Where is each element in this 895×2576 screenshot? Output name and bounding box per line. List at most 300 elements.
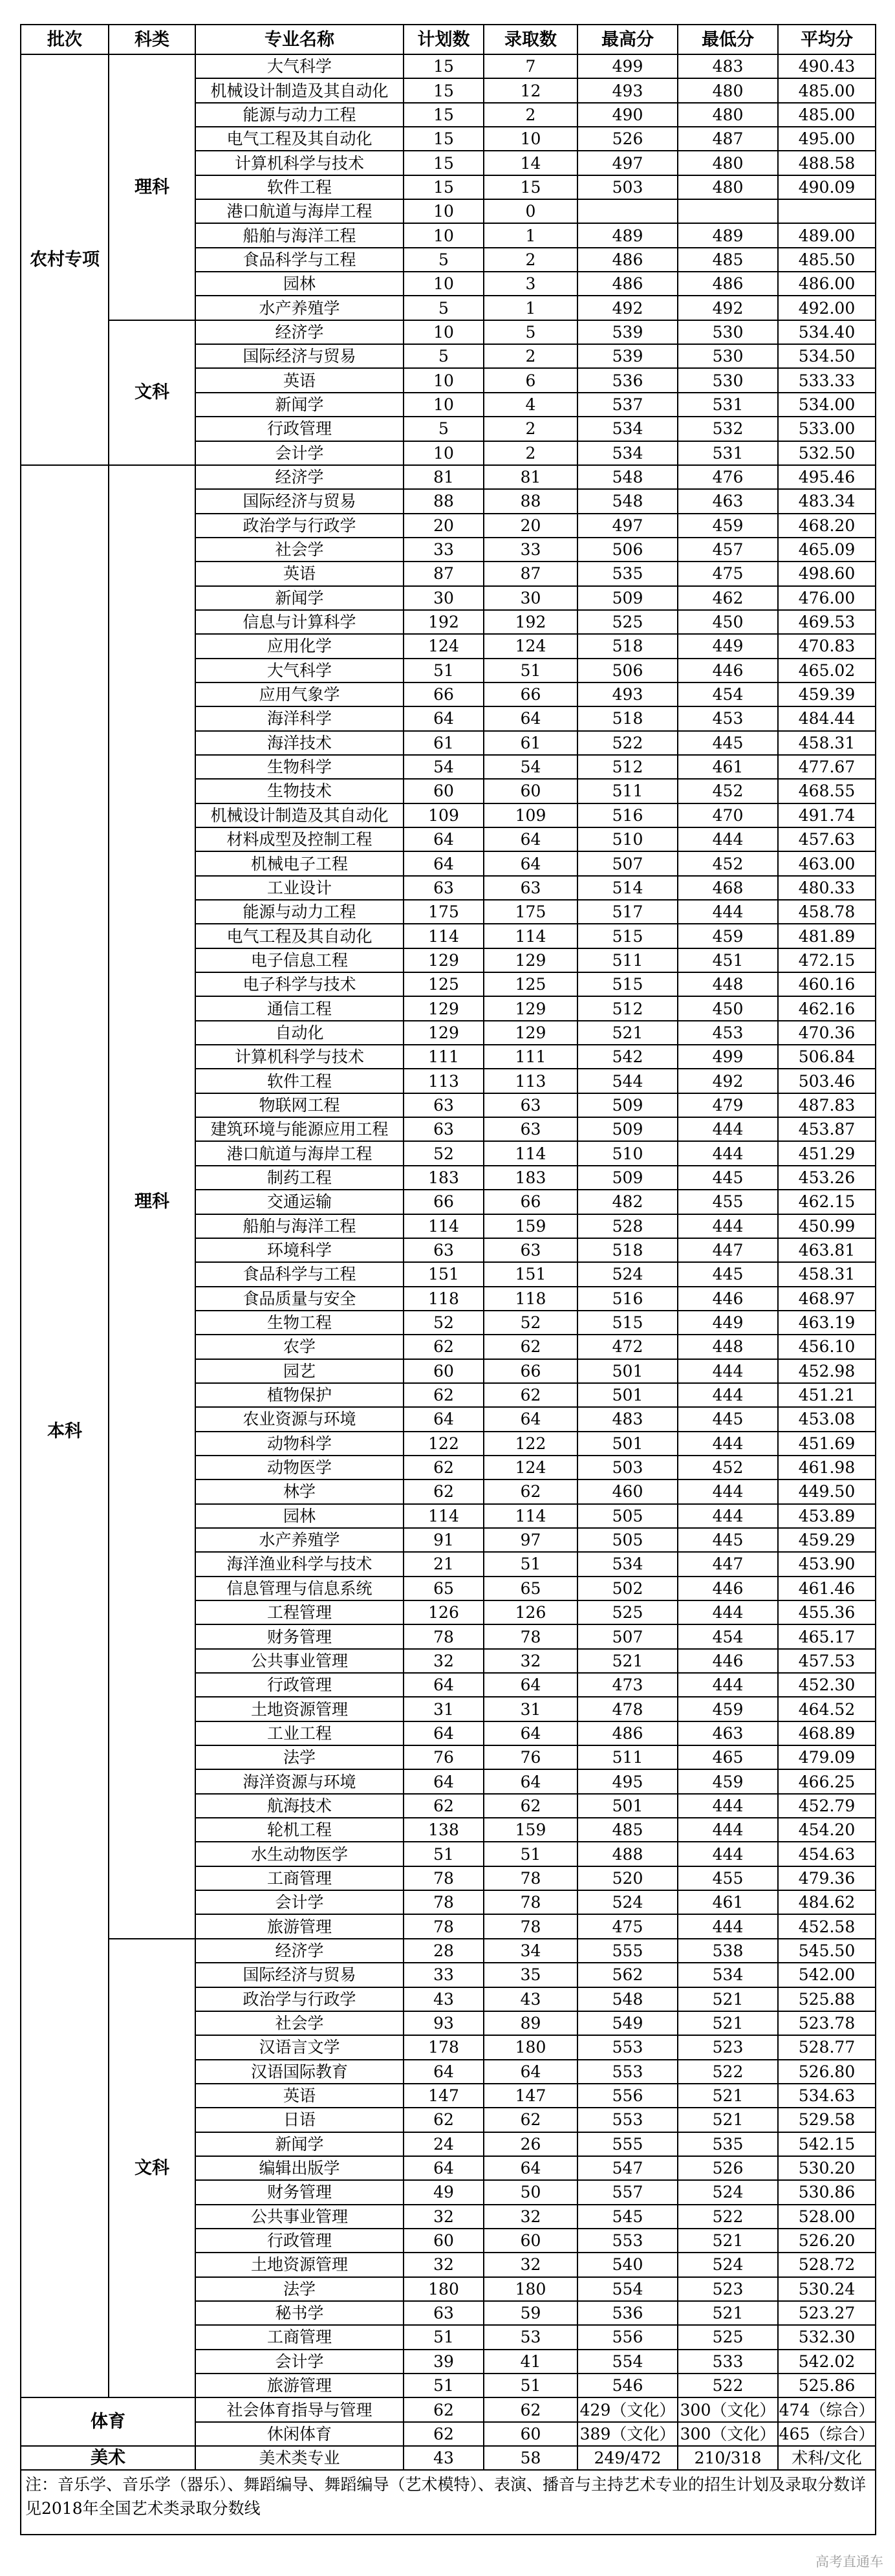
major-cell: 食品科学与工程: [195, 1262, 404, 1286]
min-score-cell: 521: [678, 2084, 778, 2108]
min-score-cell: 475: [678, 562, 778, 585]
min-score-cell: [678, 199, 778, 223]
plan-cell: 49: [404, 2180, 484, 2204]
plan-cell: 109: [404, 803, 484, 827]
category-cell: 文科: [109, 1939, 195, 2398]
min-score-cell: 476: [678, 465, 778, 489]
plan-cell: 33: [404, 1963, 484, 1987]
min-score-cell: 531: [678, 441, 778, 465]
min-score-cell: 485: [678, 248, 778, 272]
max-score-cell: 490: [577, 103, 678, 127]
avg-score-cell: 525.86: [778, 2374, 876, 2397]
plan-cell: 51: [404, 1842, 484, 1866]
plan-cell: 10: [404, 272, 484, 296]
min-score-cell: 459: [678, 1769, 778, 1793]
min-score-cell: 521: [678, 2229, 778, 2253]
avg-score-cell: 490.43: [778, 54, 876, 78]
avg-score-cell: 481.89: [778, 924, 876, 948]
min-score-cell: 444: [678, 1600, 778, 1624]
min-score-cell: 462: [678, 586, 778, 610]
avg-score-cell: 489.00: [778, 223, 876, 247]
plan-cell: 183: [404, 1166, 484, 1190]
avg-score-cell: 526.80: [778, 2060, 876, 2084]
avg-score-cell: 465.02: [778, 659, 876, 682]
min-score-cell: 444: [678, 1914, 778, 1938]
major-cell: 水生动物医学: [195, 1842, 404, 1866]
major-cell: 交通运输: [195, 1190, 404, 1214]
plan-cell: 30: [404, 586, 484, 610]
major-cell: 行政管理: [195, 417, 404, 441]
major-cell: 汉语国际教育: [195, 2060, 404, 2084]
avg-score-cell: 474（综合）: [778, 2397, 876, 2421]
admitted-cell: 113: [484, 1069, 577, 1093]
plan-cell: 113: [404, 1069, 484, 1093]
min-score-cell: 459: [678, 924, 778, 948]
min-score-cell: 521: [678, 2301, 778, 2325]
admitted-cell: 114: [484, 1504, 577, 1528]
avg-score-cell: 术科/文化: [778, 2446, 876, 2470]
avg-score-cell: 462.15: [778, 1190, 876, 1214]
max-score-cell: 509: [577, 586, 678, 610]
major-cell: 大气科学: [195, 659, 404, 682]
plan-cell: 78: [404, 1890, 484, 1914]
note-row: [21, 2470, 876, 2535]
min-score-cell: 526: [678, 2156, 778, 2180]
plan-cell: 10: [404, 393, 484, 417]
max-score-cell: 501: [577, 1794, 678, 1818]
admission-score-table: [20, 24, 876, 2535]
max-score-cell: 475: [577, 1914, 678, 1938]
avg-score-cell: 468.89: [778, 1721, 876, 1745]
avg-score-cell: 466.25: [778, 1769, 876, 1793]
plan-cell: 61: [404, 731, 484, 755]
max-score-cell: 524: [577, 1890, 678, 1914]
admitted-cell: 10: [484, 127, 577, 151]
admitted-cell: 61: [484, 731, 577, 755]
min-score-cell: 444: [678, 1504, 778, 1528]
avg-score-cell: 532.30: [778, 2325, 876, 2349]
plan-cell: 10: [404, 441, 484, 465]
plan-cell: 63: [404, 1117, 484, 1141]
admitted-cell: 64: [484, 706, 577, 730]
major-cell: 工业设计: [195, 876, 404, 900]
plan-cell: 32: [404, 2205, 484, 2229]
min-score-cell: 480: [678, 78, 778, 102]
major-cell: 材料成型及控制工程: [195, 827, 404, 851]
max-score-cell: 539: [577, 344, 678, 368]
major-cell: 会计学: [195, 1890, 404, 1914]
avg-score-cell: 506.84: [778, 1045, 876, 1069]
min-score-cell: 530: [678, 344, 778, 368]
min-score-cell: 455: [678, 1866, 778, 1890]
major-cell: 轮机工程: [195, 1818, 404, 1842]
avg-score-cell: 533.00: [778, 417, 876, 441]
plan-cell: 15: [404, 78, 484, 102]
major-cell: 电气工程及其自动化: [195, 127, 404, 151]
max-score-cell: 509: [577, 1093, 678, 1117]
major-cell: 行政管理: [195, 1673, 404, 1697]
major-cell: 信息管理与信息系统: [195, 1577, 404, 1600]
admitted-cell: 122: [484, 1432, 577, 1456]
max-score-cell: 478: [577, 1697, 678, 1721]
plan-cell: 64: [404, 827, 484, 851]
admitted-cell: 62: [484, 2108, 577, 2132]
admitted-cell: 147: [484, 2084, 577, 2108]
max-score-cell: 501: [577, 1359, 678, 1383]
footnote: 注：音乐学、音乐学（器乐）、舞蹈编导、舞蹈编导（艺术模特）、表演、播音与主持艺术专业的招生计划及录取分数详见2018年全国艺术类录取分数线: [21, 2470, 876, 2535]
max-score-cell: 534: [577, 417, 678, 441]
table-row: [21, 320, 876, 344]
major-cell: 园林: [195, 1504, 404, 1528]
min-score-cell: 457: [678, 538, 778, 562]
table-row: [21, 465, 876, 489]
plan-cell: 129: [404, 1021, 484, 1045]
avg-score-cell: 525.88: [778, 1987, 876, 2011]
plan-cell: 15: [404, 151, 484, 175]
plan-cell: 64: [404, 1769, 484, 1793]
max-score-cell: 515: [577, 972, 678, 996]
admitted-cell: 60: [484, 2229, 577, 2253]
max-score-cell: 512: [577, 755, 678, 779]
plan-cell: 62: [404, 1794, 484, 1818]
avg-score-cell: 470.36: [778, 1021, 876, 1045]
plan-cell: 62: [404, 2422, 484, 2446]
plan-cell: 20: [404, 514, 484, 538]
admitted-cell: 64: [484, 2156, 577, 2180]
min-score-cell: 524: [678, 2253, 778, 2276]
max-score-cell: 501: [577, 1383, 678, 1407]
min-score-cell: 486: [678, 272, 778, 296]
plan-cell: 178: [404, 2035, 484, 2059]
avg-score-cell: 453.26: [778, 1166, 876, 1190]
max-score-cell: 497: [577, 151, 678, 175]
admitted-cell: 51: [484, 1552, 577, 1576]
major-cell: 会计学: [195, 441, 404, 465]
plan-cell: 114: [404, 924, 484, 948]
min-score-cell: 521: [678, 1987, 778, 2011]
major-cell: 编辑出版学: [195, 2156, 404, 2180]
max-score-cell: 548: [577, 465, 678, 489]
max-score-cell: 518: [577, 634, 678, 658]
max-score-cell: 555: [577, 1939, 678, 1963]
major-cell: 生物技术: [195, 779, 404, 803]
min-score-cell: 480: [678, 175, 778, 199]
max-score-cell: 512: [577, 996, 678, 1020]
min-score-cell: 521: [678, 2108, 778, 2132]
admitted-cell: 51: [484, 1842, 577, 1866]
plan-cell: 64: [404, 706, 484, 730]
min-score-cell: 449: [678, 634, 778, 658]
max-score-cell: 511: [577, 948, 678, 972]
max-score-cell: 548: [577, 489, 678, 513]
max-score-cell: 483: [577, 1407, 678, 1431]
header-major: 专业名称: [195, 25, 404, 54]
major-cell: 经济学: [195, 465, 404, 489]
max-score-cell: 511: [577, 1745, 678, 1769]
avg-score-cell: 462.16: [778, 996, 876, 1020]
min-score-cell: 445: [678, 1166, 778, 1190]
max-score-cell: 489: [577, 223, 678, 247]
admitted-cell: 180: [484, 2277, 577, 2301]
max-score-cell: 537: [577, 393, 678, 417]
table-row: [21, 1939, 876, 1963]
avg-score-cell: 468.55: [778, 779, 876, 803]
plan-cell: 52: [404, 1311, 484, 1335]
plan-cell: 114: [404, 1504, 484, 1528]
avg-score-cell: 453.08: [778, 1407, 876, 1431]
max-score-cell: 502: [577, 1577, 678, 1600]
header-admitted: 录取数: [484, 25, 577, 54]
plan-cell: 15: [404, 175, 484, 199]
plan-cell: 129: [404, 948, 484, 972]
min-score-cell: 534: [678, 1963, 778, 1987]
plan-cell: 5: [404, 296, 484, 320]
min-score-cell: 492: [678, 296, 778, 320]
batch-cell: 农村专项: [21, 54, 109, 465]
major-cell: 农业资源与环境: [195, 1407, 404, 1431]
avg-score-cell: 533.33: [778, 368, 876, 392]
min-score-cell: 444: [678, 1842, 778, 1866]
major-cell: 电子科学与技术: [195, 972, 404, 996]
plan-cell: 88: [404, 489, 484, 513]
max-score-cell: 486: [577, 272, 678, 296]
admitted-cell: 2: [484, 103, 577, 127]
avg-score-cell: 542.15: [778, 2132, 876, 2156]
major-cell: 公共事业管理: [195, 1649, 404, 1673]
admitted-cell: 129: [484, 1021, 577, 1045]
major-cell: 电子信息工程: [195, 948, 404, 972]
min-score-cell: 444: [678, 1214, 778, 1238]
max-score-cell: 545: [577, 2205, 678, 2229]
avg-score-cell: 456.10: [778, 1335, 876, 1359]
admitted-cell: 52: [484, 1311, 577, 1335]
max-score-cell: 249/472: [577, 2446, 678, 2470]
admitted-cell: 159: [484, 1214, 577, 1238]
min-score-cell: 446: [678, 1287, 778, 1311]
avg-score-cell: 465.09: [778, 538, 876, 562]
max-score-cell: 473: [577, 1673, 678, 1697]
max-score-cell: 506: [577, 538, 678, 562]
major-cell: 物联网工程: [195, 1093, 404, 1117]
major-cell: 港口航道与海岸工程: [195, 1141, 404, 1165]
max-score-cell: 499: [577, 54, 678, 78]
admitted-cell: 129: [484, 948, 577, 972]
major-cell: 日语: [195, 2108, 404, 2132]
plan-cell: 15: [404, 127, 484, 151]
min-score-cell: 450: [678, 610, 778, 634]
plan-cell: 15: [404, 103, 484, 127]
admitted-cell: 51: [484, 2374, 577, 2397]
min-score-cell: 445: [678, 1407, 778, 1431]
major-cell: 秘书学: [195, 2301, 404, 2325]
min-score-cell: 525: [678, 2325, 778, 2349]
avg-score-cell: 479.09: [778, 1745, 876, 1769]
major-cell: 园林: [195, 272, 404, 296]
avg-score-cell: 495.00: [778, 127, 876, 151]
max-score-cell: 510: [577, 1141, 678, 1165]
admitted-cell: 41: [484, 2350, 577, 2374]
avg-score-cell: 485.00: [778, 78, 876, 102]
major-cell: 电气工程及其自动化: [195, 924, 404, 948]
max-score-cell: 524: [577, 1262, 678, 1286]
batch-cell: 体育: [21, 2397, 195, 2446]
avg-score-cell: 469.53: [778, 610, 876, 634]
max-score-cell: 518: [577, 1238, 678, 1262]
avg-score-cell: 530.20: [778, 2156, 876, 2180]
plan-cell: 32: [404, 2253, 484, 2276]
plan-cell: 52: [404, 1141, 484, 1165]
admission-score-sheet: [20, 24, 875, 2535]
plan-cell: 78: [404, 1866, 484, 1890]
avg-score-cell: 463.19: [778, 1311, 876, 1335]
plan-cell: 91: [404, 1528, 484, 1552]
min-score-cell: 444: [678, 1383, 778, 1407]
major-cell: 食品科学与工程: [195, 248, 404, 272]
admitted-cell: 2: [484, 441, 577, 465]
admitted-cell: 43: [484, 1987, 577, 2011]
plan-cell: 5: [404, 344, 484, 368]
min-score-cell: 523: [678, 2035, 778, 2059]
admitted-cell: 62: [484, 2397, 577, 2421]
admitted-cell: 66: [484, 1190, 577, 1214]
major-cell: 海洋渔业科学与技术: [195, 1552, 404, 1576]
plan-cell: 63: [404, 2301, 484, 2325]
major-cell: 机械设计制造及其自动化: [195, 78, 404, 102]
max-score-cell: 547: [577, 2156, 678, 2180]
max-score-cell: 516: [577, 1287, 678, 1311]
avg-score-cell: 534.63: [778, 2084, 876, 2108]
avg-score-cell: 465.17: [778, 1624, 876, 1648]
min-score-cell: 479: [678, 1093, 778, 1117]
admitted-cell: 114: [484, 924, 577, 948]
max-score-cell: 534: [577, 441, 678, 465]
min-score-cell: 448: [678, 1335, 778, 1359]
avg-score-cell: 487.83: [778, 1093, 876, 1117]
max-score-cell: 507: [577, 1624, 678, 1648]
avg-score-cell: 483.34: [778, 489, 876, 513]
major-cell: 水产养殖学: [195, 296, 404, 320]
avg-score-cell: 452.79: [778, 1794, 876, 1818]
header-min-score: 最低分: [678, 25, 778, 54]
max-score-cell: 503: [577, 1456, 678, 1479]
major-cell: 公共事业管理: [195, 2205, 404, 2229]
admitted-cell: 183: [484, 1166, 577, 1190]
major-cell: 工程管理: [195, 1600, 404, 1624]
admitted-cell: 1: [484, 223, 577, 247]
plan-cell: 51: [404, 659, 484, 682]
plan-cell: 60: [404, 779, 484, 803]
major-cell: 英语: [195, 2084, 404, 2108]
min-score-cell: 451: [678, 948, 778, 972]
avg-score-cell: 459.29: [778, 1528, 876, 1552]
max-score-cell: 460: [577, 1479, 678, 1503]
header-category: 科类: [109, 25, 195, 54]
avg-score-cell: 492.00: [778, 296, 876, 320]
major-cell: 应用化学: [195, 634, 404, 658]
max-score-cell: 554: [577, 2350, 678, 2374]
min-score-cell: 445: [678, 731, 778, 755]
major-cell: 社会体育指导与管理: [195, 2397, 404, 2421]
plan-cell: 87: [404, 562, 484, 585]
max-score-cell: 486: [577, 1721, 678, 1745]
admitted-cell: 53: [484, 2325, 577, 2349]
major-cell: 行政管理: [195, 2229, 404, 2253]
plan-cell: 62: [404, 1479, 484, 1503]
admitted-cell: 63: [484, 1093, 577, 1117]
avg-score-cell: 457.53: [778, 1649, 876, 1673]
min-score-cell: 447: [678, 1238, 778, 1262]
min-score-cell: 300（文化）: [678, 2397, 778, 2421]
major-cell: 土地资源管理: [195, 2253, 404, 2276]
admitted-cell: 58: [484, 2446, 577, 2470]
admitted-cell: 2: [484, 417, 577, 441]
avg-score-cell: 486.00: [778, 272, 876, 296]
min-score-cell: 444: [678, 827, 778, 851]
major-cell: 软件工程: [195, 175, 404, 199]
avg-score-cell: 454.20: [778, 1818, 876, 1842]
min-score-cell: 524: [678, 2180, 778, 2204]
major-cell: 园艺: [195, 1359, 404, 1383]
max-score-cell: 556: [577, 2325, 678, 2349]
avg-score-cell: 542.00: [778, 1963, 876, 1987]
admitted-cell: 78: [484, 1890, 577, 1914]
max-score-cell: 562: [577, 1963, 678, 1987]
admitted-cell: 126: [484, 1600, 577, 1624]
min-score-cell: 533: [678, 2350, 778, 2374]
max-score-cell: 535: [577, 562, 678, 585]
header-row: [21, 25, 876, 54]
table-body: [21, 54, 876, 2470]
plan-cell: 124: [404, 634, 484, 658]
plan-cell: 62: [404, 2397, 484, 2421]
admitted-cell: 76: [484, 1745, 577, 1769]
max-score-cell: 510: [577, 827, 678, 851]
major-cell: 国际经济与贸易: [195, 489, 404, 513]
max-score-cell: 546: [577, 2374, 678, 2397]
min-score-cell: 523: [678, 2277, 778, 2301]
min-score-cell: 468: [678, 876, 778, 900]
plan-cell: 64: [404, 851, 484, 875]
admitted-cell: 64: [484, 1673, 577, 1697]
min-score-cell: 522: [678, 2205, 778, 2229]
major-cell: 国际经济与贸易: [195, 344, 404, 368]
header-avg-score: 平均分: [778, 25, 876, 54]
max-score-cell: 540: [577, 2253, 678, 2276]
plan-cell: 62: [404, 2108, 484, 2132]
admitted-cell: 151: [484, 1262, 577, 1286]
major-cell: 航海技术: [195, 1794, 404, 1818]
major-cell: 农学: [195, 1335, 404, 1359]
avg-score-cell: 528.00: [778, 2205, 876, 2229]
major-cell: 美术类专业: [195, 2446, 404, 2470]
min-score-cell: 210/318: [678, 2446, 778, 2470]
admitted-cell: 35: [484, 1963, 577, 1987]
admitted-cell: 6: [484, 368, 577, 392]
min-score-cell: 444: [678, 1673, 778, 1697]
max-score-cell: 557: [577, 2180, 678, 2204]
min-score-cell: 459: [678, 1697, 778, 1721]
major-cell: 大气科学: [195, 54, 404, 78]
max-score-cell: 555: [577, 2132, 678, 2156]
major-cell: 动物医学: [195, 1456, 404, 1479]
major-cell: 计算机科学与技术: [195, 151, 404, 175]
plan-cell: 122: [404, 1432, 484, 1456]
plan-cell: 21: [404, 1552, 484, 1576]
admitted-cell: 15: [484, 175, 577, 199]
avg-score-cell: 530.86: [778, 2180, 876, 2204]
min-score-cell: 470: [678, 803, 778, 827]
avg-score-cell: 465（综合）: [778, 2422, 876, 2446]
